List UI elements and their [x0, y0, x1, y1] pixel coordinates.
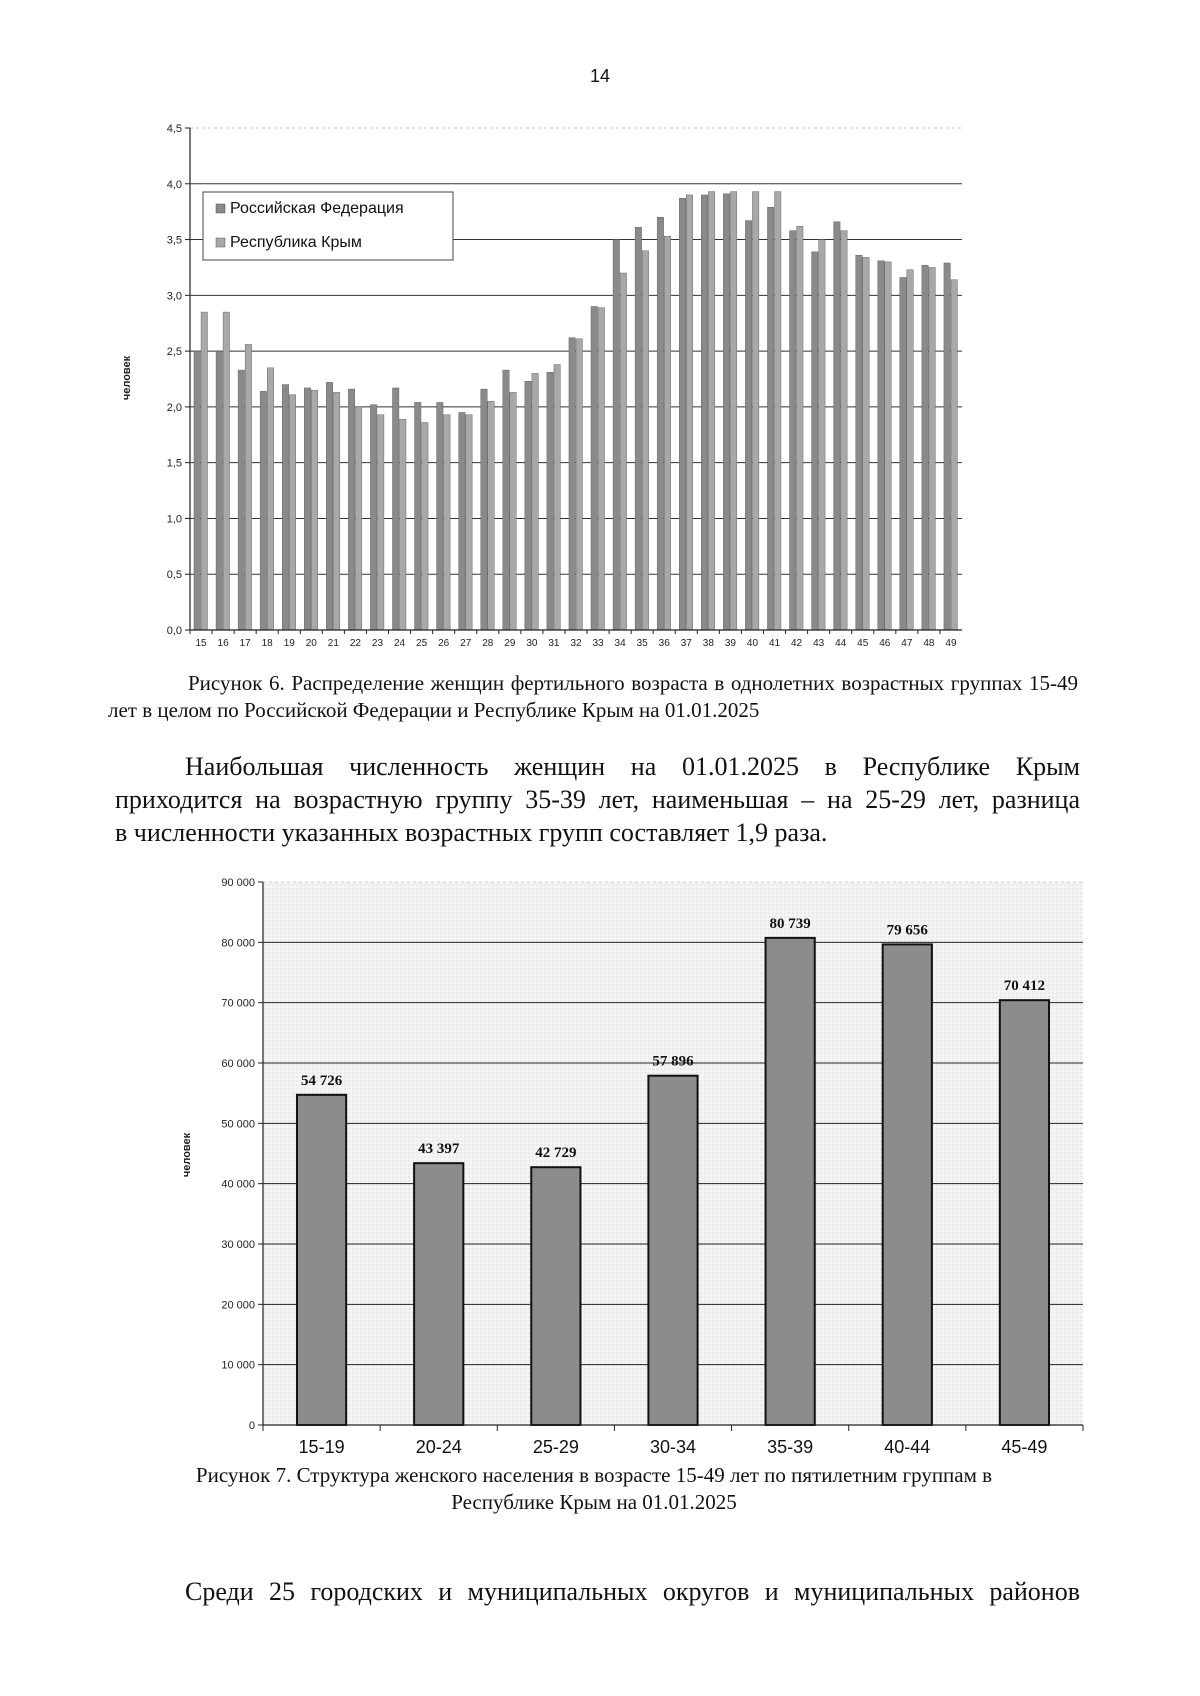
figure6-ytick-label: 3,0: [166, 290, 182, 303]
figure7-caption-line1: Рисунок 7. Структура женского населения в возрасте 15-49 лет по пятилетним группам в: [195, 1463, 993, 1487]
figure6-bar-rf: [370, 405, 376, 630]
figure7-ylabel: человек: [181, 1132, 193, 1178]
figure6-bar-rf: [812, 252, 818, 630]
figure6-bar-crimea: [576, 339, 582, 630]
figure6-bar-rf: [701, 195, 707, 630]
figure6-bar-rf: [348, 389, 354, 630]
figure6-xtick-label: 27: [460, 638, 472, 649]
figure6-bar-crimea: [554, 364, 560, 630]
figure6-bar-crimea: [775, 192, 781, 630]
figure6-bar-crimea: [355, 407, 361, 630]
figure6-xtick-label: 17: [239, 638, 251, 649]
figure6-bar-rf: [547, 372, 553, 630]
figure6-xtick-label: 45: [857, 638, 869, 649]
figure7-value-label: 70 412: [1003, 978, 1046, 995]
figure6-bar-rf: [679, 198, 685, 630]
figure7-caption: [108, 1462, 1080, 1516]
figure6-bar-rf: [437, 402, 443, 630]
figure6-bar-crimea: [245, 344, 251, 630]
figure7-value-label: 43 397: [418, 1141, 460, 1158]
figure6-bar-rf: [834, 222, 840, 630]
figure6-xtick-label: 24: [393, 638, 406, 649]
figure6-bar-crimea: [863, 257, 869, 630]
figure6-xtick-label: 40: [746, 638, 759, 649]
figure6-bar-rf: [304, 388, 310, 630]
figure7-bar: [297, 1095, 346, 1425]
figure6-bar-crimea: [201, 312, 207, 630]
last-paragraph: Среди 25 городских и муниципальных округов и муниципальных районов: [185, 1577, 1080, 1606]
figure6-bar-rf: [635, 227, 641, 630]
figure7-bar: [1000, 1000, 1049, 1425]
figure6-legend-label: Российская Федерация: [230, 200, 404, 217]
figure6-bar-crimea: [422, 423, 428, 630]
figure7-xtick-label: 35-39: [767, 1437, 814, 1457]
figure6-xtick-label: 16: [217, 638, 229, 649]
figure6-bar-rf: [194, 351, 200, 630]
figure6-ytick-label: 1,5: [166, 457, 182, 470]
figure6-bar-rf: [657, 217, 663, 630]
figure6-xtick-label: 38: [702, 638, 714, 649]
figure6-bar-crimea: [311, 390, 317, 630]
figure7-xtick-label: 25-29: [532, 1437, 579, 1457]
figure6-xtick-label: 18: [261, 638, 273, 649]
figure6-xtick-label: 31: [548, 638, 560, 649]
figure6-bar-crimea: [510, 392, 516, 630]
figure6-bar-crimea: [885, 262, 891, 630]
figure7-xtick-label: 40-44: [884, 1437, 931, 1457]
page-number: 14: [589, 66, 611, 86]
figure6-legend-swatch: [216, 238, 225, 247]
figure6-bar-rf: [459, 412, 465, 630]
figure6-bar-rf: [944, 263, 950, 630]
figure6-chart: [0, 0, 1200, 660]
figure7-ytick-label: 60 000: [221, 1058, 255, 1070]
figure6-xtick-label: 29: [504, 638, 516, 649]
figure6-ytick-label: 3,5: [166, 234, 182, 247]
figure6-ytick-label: 0,0: [166, 625, 182, 637]
figure6-ytick-label: 2,0: [166, 401, 182, 414]
figure6-xtick-label: 36: [658, 638, 670, 649]
figure6-bar-crimea: [708, 192, 714, 630]
figure6-bar-rf: [216, 351, 222, 630]
figure7-value-label: 80 739: [769, 915, 811, 932]
figure6-bar-rf: [922, 265, 928, 630]
paragraph-line-3: в численности указанных возрастных групп составляет 1,9 раза.: [115, 818, 828, 847]
figure6-ytick-label: 2,5: [166, 346, 182, 359]
figure6-xtick-label: 46: [879, 638, 891, 649]
figure7-bar: [531, 1167, 580, 1425]
figure7-ytick-label: 80 000: [221, 937, 255, 950]
paragraph-line-1: Наибольшая численность женщин на 01.01.2025 в Республике Крым: [185, 752, 1080, 781]
figure6-bar-rf: [415, 402, 421, 630]
figure6-xtick-label: 43: [813, 638, 825, 649]
figure6-bar-rf: [745, 221, 751, 630]
figure6-bar-crimea: [444, 415, 450, 630]
figure6-bar-rf: [569, 338, 575, 630]
figure6-bar-rf: [525, 381, 531, 630]
figure6-xtick-label: 20: [305, 638, 317, 649]
figure6-legend-swatch: [216, 204, 225, 213]
figure6-bar-crimea: [466, 415, 472, 630]
figure7-ytick-label: 0: [248, 1420, 255, 1432]
figure7-value-label: 42 729: [535, 1145, 577, 1162]
figure7-xtick-label: 15-19: [298, 1437, 345, 1457]
figure6-xtick-label: 26: [438, 638, 450, 649]
figure6-xtick-label: 33: [592, 638, 604, 649]
figure7-ytick-label: 90 000: [221, 877, 255, 889]
figure6-bar-crimea: [907, 270, 913, 630]
figure6-bar-crimea: [951, 280, 957, 630]
figure6-xtick-label: 28: [482, 638, 494, 649]
figure7-ytick-label: 70 000: [221, 997, 255, 1010]
figure6-bar-rf: [591, 306, 597, 630]
figure6-bar-crimea: [752, 192, 758, 630]
figure7-ytick-label: 20 000: [221, 1299, 255, 1312]
figure6-legend-label: Республика Крым: [230, 234, 362, 251]
body-paragraph: [115, 750, 1080, 849]
figure6-bar-crimea: [400, 419, 406, 630]
figure7-bar: [883, 944, 932, 1425]
figure6-xtick-label: 25: [416, 638, 428, 649]
figure6-bar-rf: [392, 388, 398, 630]
figure6-xtick-label: 15: [195, 638, 207, 649]
figure6-bar-crimea: [664, 236, 670, 630]
figure7-value-label: 79 656: [886, 922, 928, 939]
figure6-xtick-label: 37: [680, 638, 692, 649]
figure6-ytick-label: 0,5: [166, 569, 182, 582]
figure6-xtick-label: 39: [724, 638, 736, 649]
figure6-xtick-label: 32: [570, 638, 582, 649]
figure6-bar-crimea: [819, 240, 825, 630]
figure6-bar-crimea: [267, 368, 273, 630]
figure6-ytick-label: 4,0: [166, 178, 182, 191]
figure6-bar-rf: [260, 391, 266, 630]
figure6-bar-crimea: [289, 395, 295, 630]
figure6-ytick-label: 4,5: [166, 123, 182, 135]
figure6-ylabel: человек: [121, 355, 133, 401]
figure6-bar-rf: [613, 240, 619, 630]
figure6-bar-rf: [723, 194, 729, 630]
figure7-caption-line2: Республике Крым на 01.01.2025: [451, 1490, 737, 1514]
figure6-xtick-label: 22: [349, 638, 361, 649]
figure6-bar-crimea: [377, 415, 383, 630]
figure6-bar-rf: [878, 261, 884, 630]
figure6-bar-crimea: [730, 192, 736, 630]
figure6-bar-rf: [767, 207, 773, 630]
figure6-xtick-label: 48: [923, 638, 935, 649]
figure6-xtick-label: 19: [283, 638, 295, 649]
figure7-value-label: 54 726: [300, 1072, 343, 1089]
figure6-bar-crimea: [223, 312, 229, 630]
paragraph-line-2: приходится на возрастную группу 35-39 лет, наименьшая – на 25-29 лет, разница: [115, 785, 1080, 814]
figure6-bar-rf: [503, 370, 509, 630]
figure7-chart: [0, 860, 1200, 1460]
figure6-legend: [203, 192, 453, 260]
figure6-bar-rf: [900, 277, 906, 630]
figure6-bar-crimea: [686, 195, 692, 630]
figure6-xtick-label: 42: [791, 638, 803, 649]
figure6-caption: Рисунок 6. Распределение женщин фертильного возраста в однолетних возрастных группах 15-49 лет в целом по Российской Федерации и Республике Крым на 01.01.2025: [108, 671, 1078, 722]
figure6-bar-crimea: [642, 251, 648, 630]
figure7-value-label: 57 896: [652, 1053, 694, 1070]
figure6-bar-crimea: [333, 392, 339, 630]
figure6-bar-crimea: [532, 373, 538, 630]
figure6-bar-crimea: [841, 231, 847, 630]
figure7-xtick-label: 20-24: [415, 1437, 462, 1457]
figure6-xtick-label: 30: [526, 638, 538, 649]
figure7-ytick-label: 40 000: [221, 1178, 255, 1191]
figure6-bar-rf: [282, 385, 288, 630]
figure6-bar-crimea: [598, 308, 604, 630]
figure6-bar-rf: [326, 382, 332, 630]
figure7-xtick-label: 45-49: [1001, 1437, 1048, 1457]
figure6-xtick-label: 47: [901, 638, 913, 649]
figure6-xtick-label: 35: [636, 638, 648, 649]
figure7-xtick-label: 30-34: [649, 1437, 697, 1457]
figure6-bar-rf: [790, 231, 796, 630]
figure6-bar-crimea: [929, 267, 935, 630]
figure7-bar: [414, 1163, 463, 1425]
figure6-bar-rf: [238, 370, 244, 630]
figure7-bar: [766, 938, 815, 1425]
figure6-bar-rf: [481, 389, 487, 630]
figure6-xtick-label: 49: [945, 638, 957, 649]
figure6-xtick-label: 23: [371, 638, 384, 649]
figure7-ytick-label: 50 000: [221, 1118, 255, 1131]
figure6-ytick-label: 1,0: [166, 513, 182, 526]
figure7-ytick-label: 30 000: [221, 1239, 255, 1251]
figure6-xtick-label: 44: [835, 638, 847, 649]
figure6-bar-crimea: [797, 226, 803, 630]
figure7-bar: [648, 1076, 697, 1425]
figure6-xtick-label: 21: [327, 638, 339, 649]
figure6-bar-crimea: [620, 273, 626, 630]
figure6-bar-rf: [856, 255, 862, 630]
figure6-xtick-label: 41: [768, 638, 781, 649]
figure7-ytick-label: 10 000: [221, 1359, 255, 1372]
figure6-bar-crimea: [488, 401, 494, 630]
figure6-xtick-label: 34: [614, 638, 626, 649]
